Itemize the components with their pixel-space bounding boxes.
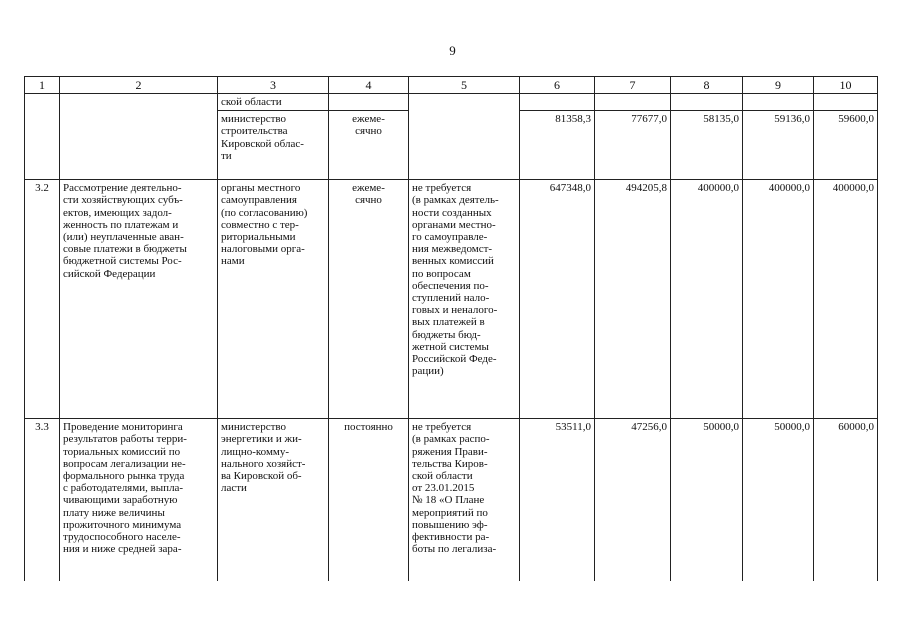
measure-cell [60, 94, 218, 180]
frequency-cell: ежеме- сячно [329, 111, 409, 180]
value-2018-cell: 59136,0 [743, 111, 814, 180]
header-cell: 6 [520, 77, 595, 94]
value-2015-cell: 53511,0 [520, 419, 595, 581]
header-cell: 5 [409, 77, 520, 94]
value-cell [671, 94, 743, 111]
executor-tail-cell: ской области [218, 94, 329, 111]
table-row [25, 419, 878, 581]
value-cell [814, 94, 878, 111]
header-cell: 8 [671, 77, 743, 94]
value-2019-cell: 400000,0 [814, 180, 878, 419]
row-number-cell: 3.3 [25, 419, 60, 581]
value-2018-cell: 400000,0 [743, 180, 814, 419]
header-cell: 1 [25, 77, 60, 94]
value-2016-cell: 494205,8 [595, 180, 671, 419]
value-cell [595, 94, 671, 111]
executor-cell: органы местного самоуправления (по согласованию) совместно с тер- риториальными налоговыми орга- нами [218, 180, 329, 419]
continuation-tail-row [25, 94, 878, 111]
header-cell: 7 [595, 77, 671, 94]
value-2016-cell: 77677,0 [595, 111, 671, 180]
page-number: 9 [449, 43, 456, 58]
table-row [25, 180, 878, 419]
executor-cell: министерство строительства Кировской облас- ти [218, 111, 329, 180]
measures-table [24, 76, 878, 581]
value-2018-cell: 50000,0 [743, 419, 814, 581]
header-cell: 3 [218, 77, 329, 94]
header-cell: 9 [743, 77, 814, 94]
measure-cell: Рассмотрение деятельно- сти хозяйствующих субъ- ектов, имеющих задол- женность по платежам и (или) неуплаченные аван- совые платежи в бюджеты бюджетной системы Рос- сийской Федерации [60, 180, 218, 419]
executor-cell: министерство энергетики и жи- лищно-комму- нального хозяйст- ва Кировской об- ласти [218, 419, 329, 581]
value-2019-cell: 60000,0 [814, 419, 878, 581]
value-2017-cell: 50000,0 [671, 419, 743, 581]
frequency-cell: постоянно [329, 419, 409, 581]
header-cell: 4 [329, 77, 409, 94]
header-cell: 10 [814, 77, 878, 94]
financing-cell: не требуется (в рамках деятель- ности созданных органами местно- го самоуправле- ния межведомст- венных комиссий по вопросам обеспечения по- ступлений нало- говых и неналого- вых платежей в бюджеты бюд- жетной системы Российской Феде- рации) [409, 180, 520, 419]
measure-cell: Проведение мониторинга результатов работы терри- ториальных комиссий по вопросам легализации не- формального рынка труда с работодателями, выпла- чивающими заработную плату ниже величины прожиточного минимума трудоспособного населе- ния и ниже средней зара- [60, 419, 218, 581]
value-2015-cell: 647348,0 [520, 180, 595, 419]
header-cell: 2 [60, 77, 218, 94]
frequency-cell [329, 94, 409, 111]
frequency-cell: ежеме- сячно [329, 180, 409, 419]
header-row [25, 77, 878, 94]
value-2019-cell: 59600,0 [814, 111, 878, 180]
value-2015-cell: 81358,3 [520, 111, 595, 180]
row-number-cell: 3.2 [25, 180, 60, 419]
value-2017-cell: 58135,0 [671, 111, 743, 180]
value-2016-cell: 47256,0 [595, 419, 671, 581]
row-number-cell [25, 94, 60, 180]
value-cell [743, 94, 814, 111]
financing-cell [409, 94, 520, 180]
value-2017-cell: 400000,0 [671, 180, 743, 419]
value-cell [520, 94, 595, 111]
financing-cell: не требуется (в рамках распо- ряжения Прави- тельства Киров- ской области от 23.01.2015 № 18 «О Плане мероприятий по повышению эф- фективности ра- боты по легализа- [409, 419, 520, 581]
